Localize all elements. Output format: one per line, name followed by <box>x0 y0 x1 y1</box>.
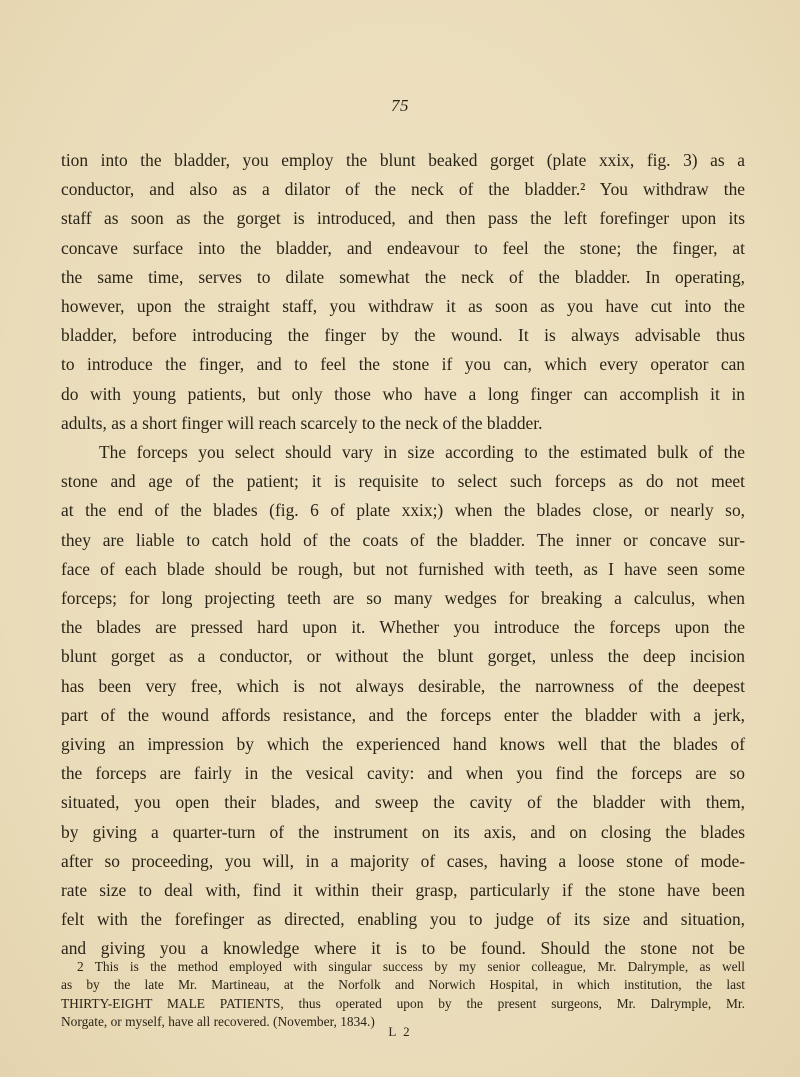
body-text <box>61 146 745 964</box>
signature-mark: L 2 <box>388 1024 412 1039</box>
body-line: giving an impression by which the experienced hand knows well that the blades of <box>61 734 745 755</box>
body-line: bladder, before introducing the finger by the wound. It is always advisable thus <box>61 325 745 346</box>
footnote-line: THIRTY-EIGHT MALE PATIENTS, thus operated upon by the present surgeons, Mr. Dalrymple, Mr. <box>61 995 745 1011</box>
body-line: and giving you a knowledge where it is to be found. Should the stone not be <box>61 938 745 959</box>
body-line: after so proceeding, you will, in a majority of cases, having a loose stone of mode- <box>61 850 745 871</box>
body-line: forceps; for long projecting teeth are so many wedges for breaking a calculus, when <box>61 588 745 609</box>
body-line: the blades are pressed hard upon it. Whether you introduce the forceps upon the <box>61 617 745 638</box>
body-line: concave surface into the bladder, and endeavour to feel the stone; the finger, at <box>61 237 745 258</box>
body-line: has been very free, which is not always desirable, the narrowness of the deepest <box>61 675 745 696</box>
body-line: stone and age of the patient; it is requisite to select such forceps as do not meet <box>61 471 745 492</box>
body-line: The forceps you select should vary in size according to the estimated bulk of the <box>99 442 745 463</box>
body-line: the same time, serves to dilate somewhat the neck of the bladder. In operating, <box>61 266 745 287</box>
body-line: part of the wound affords resistance, and the forceps enter the bladder with a jerk, <box>61 704 745 725</box>
footnote-line: 2 This is the method employed with singular success by my senior colleague, Mr. Dalrymple, as well <box>77 959 745 974</box>
body-line: situated, you open their blades, and sweep the cavity of the bladder with them, <box>61 792 745 813</box>
body-line: adults, as a short finger will reach scarcely to the neck of the bladder. <box>61 412 543 433</box>
body-line: staff as soon as the gorget is introduced, and then pass the left forefinger upon its <box>61 208 745 229</box>
body-line: to introduce the finger, and to feel the stone if you can, which every operator can <box>61 354 745 375</box>
body-line: face of each blade should be rough, but not furnished with teeth, as I have seen some <box>61 558 745 579</box>
body-line: the forceps are fairly in the vesical cavity: and when you find the forceps are so <box>61 763 745 784</box>
body-line: conductor, and also as a dilator of the neck of the bladder.² You withdraw the <box>61 179 745 200</box>
body-line: at the end of the blades (fig. 6 of plate xxix;) when the blades close, or nearly so, <box>61 500 745 521</box>
body-line: blunt gorget as a conductor, or without the blunt gorget, unless the deep incision <box>61 646 745 667</box>
body-line: do with young patients, but only those who have a long finger can accomplish it in <box>61 383 745 404</box>
body-line: felt with the forefinger as directed, enabling you to judge of its size and situation, <box>61 909 745 930</box>
body-line: tion into the bladder, you employ the blunt beaked gorget (plate xxix, fig. 3) as a <box>61 150 745 170</box>
footnote <box>61 958 745 1032</box>
body-line: by giving a quarter-turn of the instrument on its axis, and on closing the blades <box>61 821 745 842</box>
body-line: rate size to deal with, find it within their grasp, particularly if the stone have been <box>61 880 745 901</box>
footnote-line: Norgate, or myself, have all recovered. (November, 1834.) <box>61 1014 375 1030</box>
body-line: however, upon the straight staff, you withdraw it as soon as you have cut into the <box>61 296 745 317</box>
body-line: they are liable to catch hold of the coats of the bladder. The inner or concave sur- <box>61 529 745 550</box>
footnote-line: as by the late Mr. Martineau, at the Norfolk and Norwich Hospital, in which institution, the last <box>61 977 745 993</box>
page-number: 75 <box>391 96 409 115</box>
